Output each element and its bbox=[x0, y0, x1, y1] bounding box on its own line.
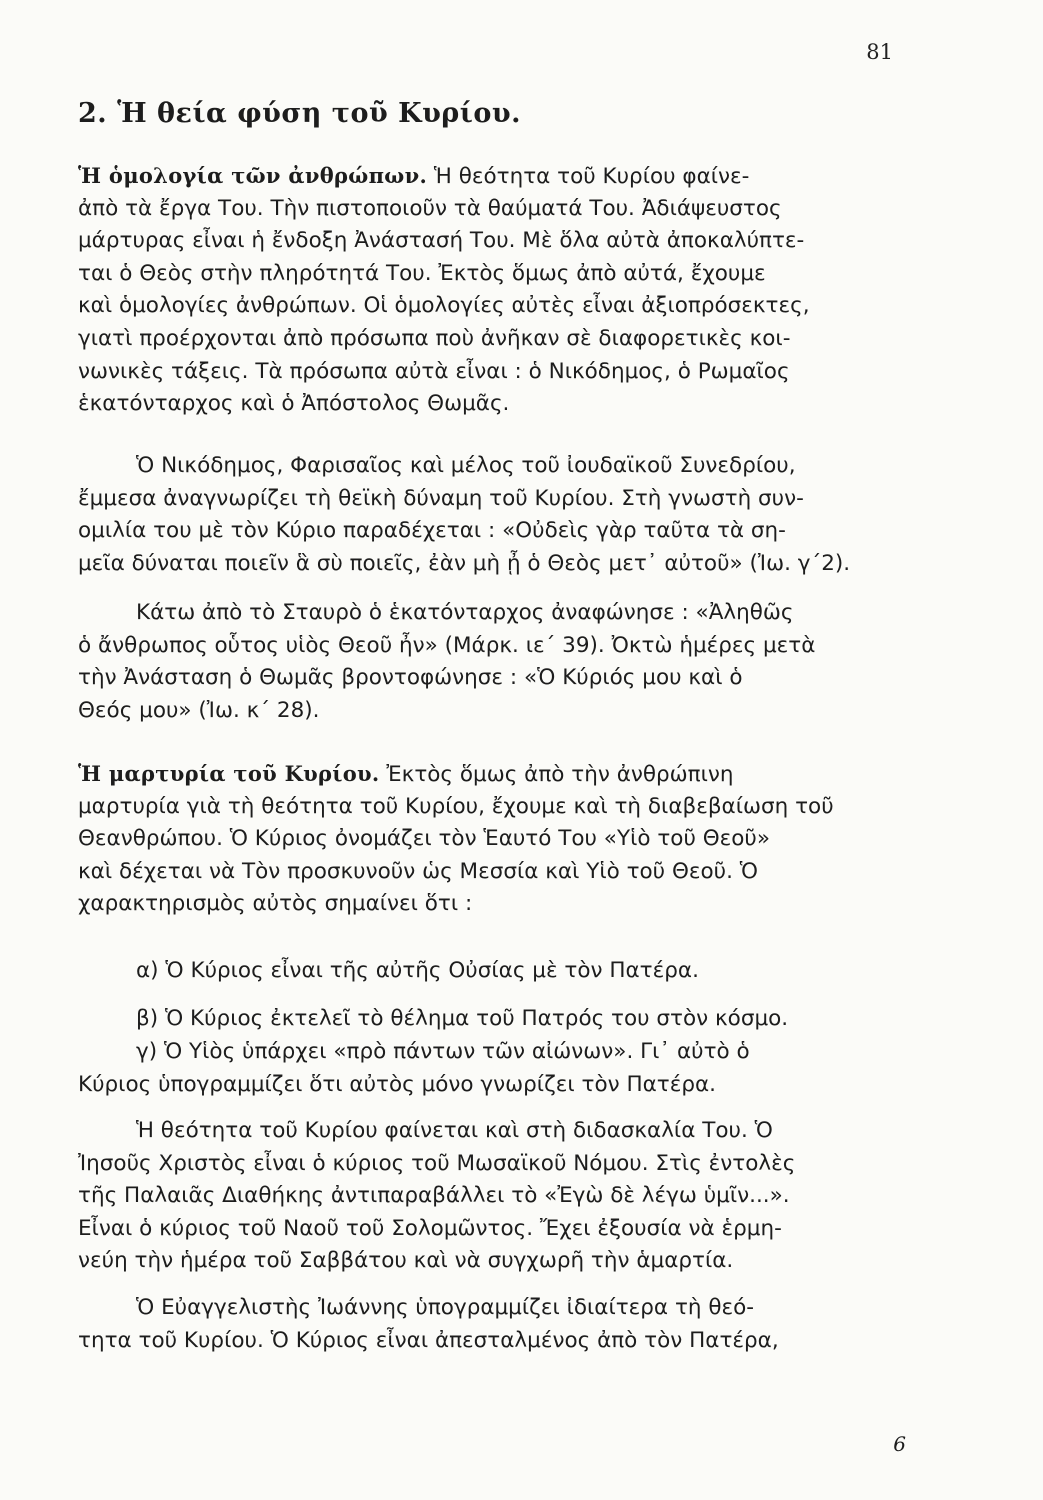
paragraph-line: νωνικὲς τάξεις. Τὰ πρόσωπα αὐτὰ εἶναι : ὁ Νικόδημος, ὁ Ρωμαῖος bbox=[78, 358, 790, 384]
paragraph-line: ομιλία του μὲ τὸν Κύριο παραδέχεται : «Οὐδεὶς γὰρ ταῦτα τὰ ση- bbox=[78, 518, 786, 544]
paragraph-line: τὴν Ἀνάσταση ὁ Θωμᾶς βροντοφώνησε : «Ὁ Κύριός μου καὶ ὁ bbox=[78, 665, 743, 691]
paragraph-divinity-in-teaching bbox=[78, 1115, 908, 1278]
paragraph-confession-of-men bbox=[78, 160, 908, 421]
section-title: 2. Ἡ θεία φύση τοῦ Κυρίου. bbox=[78, 98, 521, 129]
paragraph-line: γ) Ὁ Υἱὸς ὑπάρχει «πρὸ πάντων τῶν αἰώνων». Γι᾿ αὐτὸ ὁ bbox=[136, 1039, 750, 1064]
paragraph-line: Ὁ Νικόδημος, Φαρισαῖος καὶ μέλος τοῦ ἰουδαϊκοῦ Συνεδρίου, bbox=[136, 453, 796, 478]
paragraph-centurion-thomas bbox=[78, 597, 908, 727]
paragraph-line: ἔμμεσα ἀναγνωρίζει τὴ θεϊκὴ δύναμη τοῦ Κυρίου. Στὴ γνωστὴ συν- bbox=[78, 485, 804, 511]
paragraph-line: Θεός μου» (Ἰω. κ΄ 28). bbox=[78, 697, 320, 723]
paragraph-line: Ἡ θεότητα τοῦ Κυρίου φαίνεται καὶ στὴ διδασκαλία Του. Ὁ bbox=[136, 1118, 773, 1143]
paragraph-line: Κύριος ὑπογραμμίζει ὅτι αὐτὸς μόνο γνωρίζει τὸν Πατέρα. bbox=[78, 1071, 716, 1097]
paragraph-line: μάρτυρας εἶναι ἡ ἔνδοξη Ἀνάστασή Του. Μὲ ὅλα αὐτὰ ἀποκαλύπτε- bbox=[78, 228, 805, 254]
paragraph-line: Κάτω ἀπὸ τὸ Σταυρὸ ὁ ἑκατόνταρχος ἀναφώνησε : «Ἀληθῶς bbox=[136, 600, 794, 625]
paragraph-line bbox=[78, 160, 908, 193]
paragraph-line: γιατὶ προέρχονται ἀπὸ πρόσωπα ποὺ ἀνῆκαν σὲ διαφορετικὲς κοι- bbox=[78, 325, 791, 351]
paragraph-line: ὁ ἄνθρωπος οὗτος υἱὸς Θεοῦ ἦν» (Μάρκ. ιε΄ 39). Ὀκτὼ ἡμέρες μετὰ bbox=[78, 632, 816, 658]
paragraph-line: ἑκατόνταρχος καὶ ὁ Ἀπόστολος Θωμᾶς. bbox=[78, 391, 510, 417]
paragraph-line: Εἶναι ὁ κύριος τοῦ Ναοῦ τοῦ Σολομῶντος. Ἔχει ἐξουσία νὰ ἑρμη- bbox=[78, 1215, 782, 1241]
paragraph-line: β) Ὁ Κύριος ἐκτελεῖ τὸ θέλημα τοῦ Πατρός του στὸν κόσμο. bbox=[136, 1006, 789, 1031]
list-item-b bbox=[78, 1003, 908, 1036]
paragraph-nicodemus bbox=[78, 450, 908, 580]
run-in-heading: Ἡ ὁμολογία τῶν ἀνθρώπων. bbox=[78, 163, 428, 188]
paragraph-line: καὶ δέχεται νὰ Τὸν προσκυνοῦν ὡς Μεσσία καὶ Υἱὸ τοῦ Θεοῦ. Ὁ bbox=[78, 858, 759, 884]
paragraph-line: Θεανθρώπου. Ὁ Κύριος ὀνομάζει τὸν Ἑαυτό Του «Υἱὸ τοῦ Θεοῦ» bbox=[78, 826, 771, 852]
paragraph-text: Ἡ θεότητα τοῦ Κυρίου φαίνε- bbox=[427, 164, 750, 189]
paragraph-line: μαρτυρία γιὰ τὴ θεότητα τοῦ Κυρίου, ἔχουμε καὶ τὴ διαβεβαίωση τοῦ bbox=[78, 793, 834, 819]
paragraph-line: καὶ ὁμολογίες ἀνθρώπων. Οἱ ὁμολογίες αὐτὲς εἶναι ἀξιοπρόσεκτες, bbox=[78, 293, 810, 319]
list-item-c bbox=[78, 1036, 908, 1101]
paragraph-line: α) Ὁ Κύριος εἶναι τῆς αὐτῆς Οὐσίας μὲ τὸν Πατέρα. bbox=[136, 958, 699, 983]
paragraph-line: τητα τοῦ Κυρίου. Ὁ Κύριος εἶναι ἀπεσταλμένος ἀπὸ τὸν Πατέρα, bbox=[78, 1327, 779, 1353]
paragraph-testimony-of-lord bbox=[78, 758, 908, 921]
run-in-heading: Ἡ μαρτυρία τοῦ Κυρίου. bbox=[78, 761, 380, 786]
page-number: 81 bbox=[866, 40, 893, 64]
paragraph-evangelist-john bbox=[78, 1292, 908, 1357]
paragraph-text: Ἐκτὸς ὅμως ἀπὸ τὴν ἀνθρώπινη bbox=[379, 762, 734, 787]
signature-mark: 6 bbox=[893, 1432, 906, 1456]
paragraph-line: Ὁ Εὐαγγελιστὴς Ἰωάννης ὑπογραμμίζει ἰδιαίτερα τὴ θεό- bbox=[136, 1295, 755, 1320]
paragraph-line: τῆς Παλαιᾶς Διαθήκης ἀντιπαραβάλλει τὸ «Ἐγὼ δὲ λέγω ὑμῖν...». bbox=[78, 1183, 790, 1209]
paragraph-line: χαρακτηρισμὸς αὐτὸς σημαίνει ὅτι : bbox=[78, 891, 473, 917]
paragraph-line: νεύη τὴν ἡμέρα τοῦ Σαββάτου καὶ νὰ συγχωρῆ τὴν ἁμαρτία. bbox=[78, 1248, 734, 1274]
paragraph-line: ται ὁ Θεὸς στὴν πληρότητά Του. Ἐκτὸς ὅμως ἀπὸ αὐτά, ἔχουμε bbox=[78, 260, 766, 286]
list-item-a bbox=[78, 955, 908, 988]
paragraph-line bbox=[78, 758, 908, 791]
paragraph-line: μεῖα δύναται ποιεῖν ἃ σὺ ποιεῖς, ἐὰν μὴ ᾖ ὁ Θεὸς μετ᾿ αὐτοῦ» (Ἰω. γ΄2). bbox=[78, 550, 851, 576]
paragraph-line: ἀπὸ τὰ ἔργα Του. Τὴν πιστοποιοῦν τὰ θαύματά Του. Ἀδιάψευστος bbox=[78, 195, 782, 221]
paragraph-line: Ἰησοῦς Χριστὸς εἶναι ὁ κύριος τοῦ Μωσαϊκοῦ Νόμου. Στὶς ἐντολὲς bbox=[78, 1150, 796, 1176]
